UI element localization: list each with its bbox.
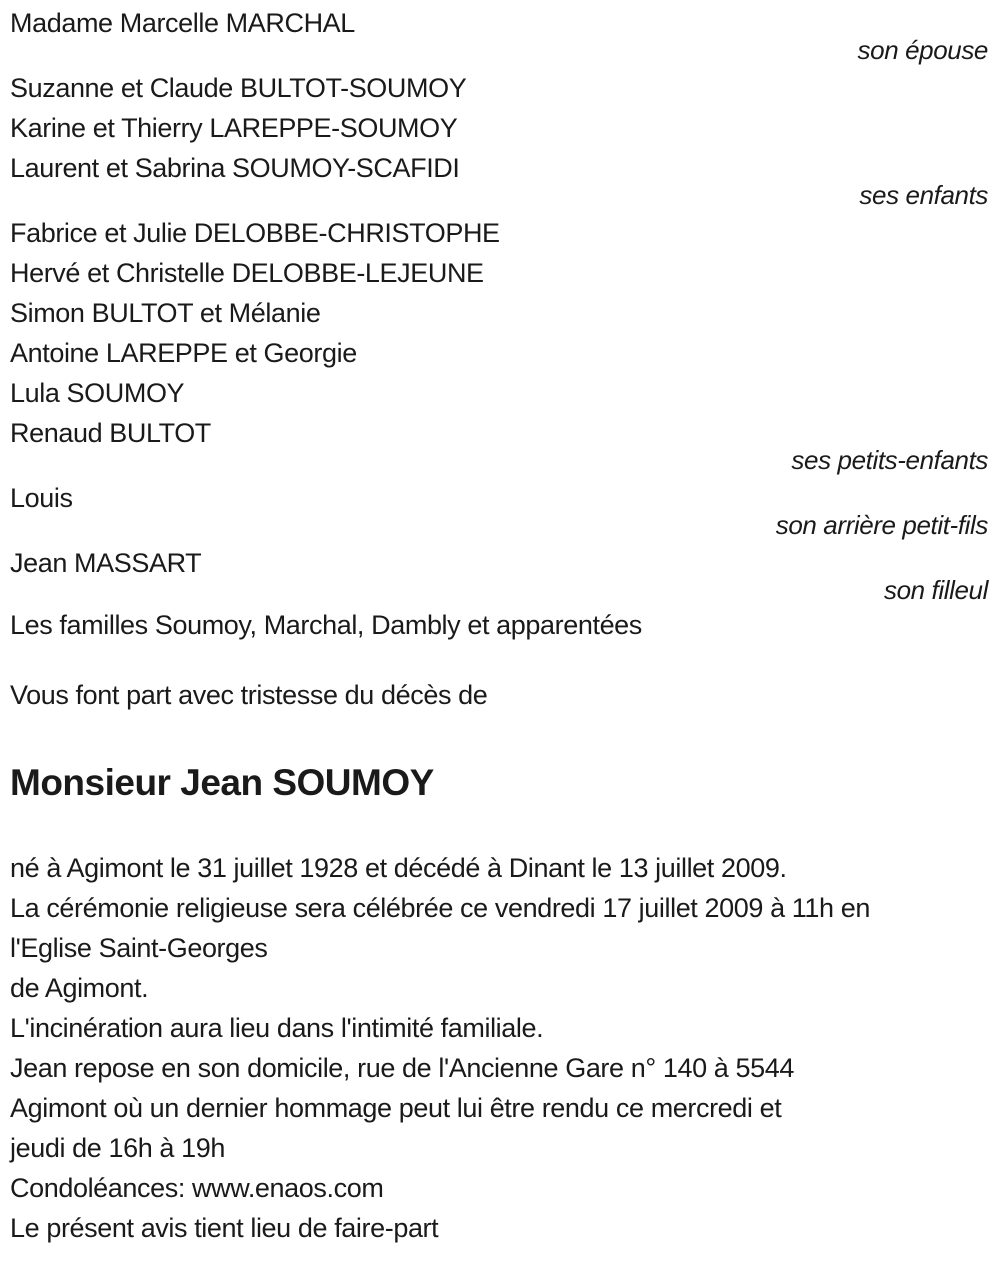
family-member-name: Madame Marcelle MARCHAL xyxy=(10,8,355,38)
condolences-line: Condoléances: www.enaos.com xyxy=(10,1173,384,1203)
relation-label-godson: son filleul xyxy=(884,575,988,605)
relation-label-grandchildren: ses petits-enfants xyxy=(791,445,988,475)
announcement-line: Vous font part avec tristesse du décès de xyxy=(10,680,488,710)
homage-line: Agimont où un dernier hommage peut lui être rendu ce mercredi et xyxy=(10,1093,782,1123)
repose-address-line: Jean repose en son domicile, rue de l'Ancienne Gare n° 140 à 5544 xyxy=(10,1053,794,1083)
relation-label-great-grandson: son arrière petit-fils xyxy=(775,510,988,540)
family-member-name: Hervé et Christelle DELOBBE-LEJEUNE xyxy=(10,258,484,288)
family-member-name: Jean MASSART xyxy=(10,548,202,578)
ceremony-line: La cérémonie religieuse sera célébrée ce vendredi 17 juillet 2009 à 11h en xyxy=(10,893,870,923)
family-member-name: Simon BULTOT et Mélanie xyxy=(10,298,321,328)
cremation-line: L'incinération aura lieu dans l'intimité familiale. xyxy=(10,1013,544,1043)
family-member-name: Antoine LAREPPE et Georgie xyxy=(10,338,357,368)
homage-hours-line: jeudi de 16h à 19h xyxy=(10,1133,225,1163)
family-member-name: Lula SOUMOY xyxy=(10,378,185,408)
family-member-name: Karine et Thierry LAREPPE-SOUMOY xyxy=(10,113,458,143)
family-member-name: Louis xyxy=(10,483,73,513)
family-member-name: Renaud BULTOT xyxy=(10,418,211,448)
birth-death-line: né à Agimont le 31 juillet 1928 et décédé à Dinant le 13 juillet 2009. xyxy=(10,853,787,883)
relation-label-children: ses enfants xyxy=(859,180,988,210)
relation-label-spouse: son épouse xyxy=(857,35,988,65)
notice-footer-line: Le présent avis tient lieu de faire-part xyxy=(10,1213,439,1243)
family-member-name: Laurent et Sabrina SOUMOY-SCAFIDI xyxy=(10,153,460,183)
church-line: l'Eglise Saint-Georges xyxy=(10,933,268,963)
family-member-name: Fabrice et Julie DELOBBE-CHRISTOPHE xyxy=(10,218,500,248)
family-member-name: Suzanne et Claude BULTOT-SOUMOY xyxy=(10,73,467,103)
church-location-line: de Agimont. xyxy=(10,973,149,1003)
deceased-name-heading: Monsieur Jean SOUMOY xyxy=(10,762,434,803)
families-line: Les familles Soumoy, Marchal, Dambly et apparentées xyxy=(10,610,642,640)
